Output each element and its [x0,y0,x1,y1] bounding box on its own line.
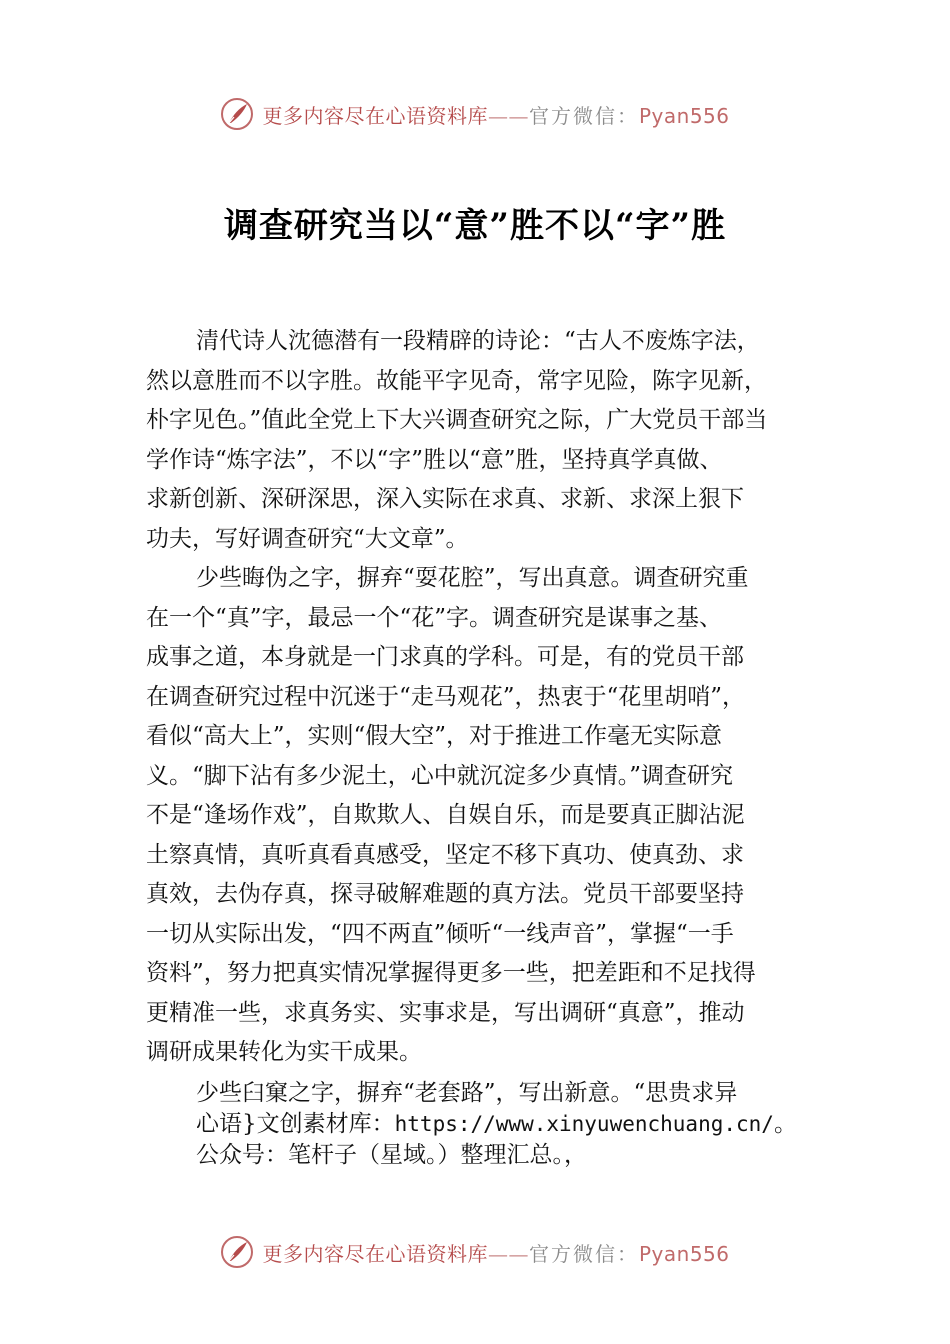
banner-part2: —— [487,103,529,128]
article-tail [196,1078,846,1171]
paragraph-1-line-2: 然以意胜而不以字胜。故能平字见奇，常字见险，陈字见新， [146,367,767,394]
article-title: 调查研究当以“意”胜不以“字”胜 [223,206,727,246]
tail-source-period: 。 [773,1111,797,1137]
banner-part1: 更多内容尽在心语资料库 [262,103,488,128]
paragraph-2-line-12: 更精准一些，求真务实、实事求是，写出调研“真意”，推动 [146,999,745,1026]
tail-line-3: 公众号：笔杆子（星域。）整理汇总。， [196,1142,587,1168]
footer-banner [0,1230,950,1274]
paragraph-2-line-2: 在一个“真”字，最忌一个“花”字。调查研究是谋事之基、 [146,604,723,631]
paragraph-2-line-7: 不是“逢场作戏”，自欺欺人、自娱自乐，而是要真正脚沾泥 [146,802,745,828]
paragraph-2-line-6: 义。“脚下沾有多少泥土，心中就沉淀多少真情。”调查研究 [146,762,734,789]
quill-pen-logo-icon [220,97,254,131]
header-banner-text [262,100,729,129]
footer-banner-part1: 更多内容尽在心语资料库 [262,1241,488,1266]
paragraph-2-line-13: 调研成果转化为实干成果。 [146,1039,422,1065]
paragraph-2-line-10: 一切从实际出发，“四不两直”倾听“一线声音”，掌握“一手 [146,920,734,947]
paragraph-2-line-9: 真效，去伪存真，探寻破解难题的真方法。党员干部要坚持 [146,881,744,907]
banner-part4: Pyan556 [638,103,730,128]
paragraph-2-line-3: 成事之道，本身就是一门求真的学科。可是，有的党员干部 [146,644,744,670]
article-body [146,322,811,1073]
paragraph-1-line-5: 求新创新、深研深思，深入实际在求真、求新、求深上狠下 [146,486,744,512]
paragraph-1-line-3: 朴字见色。”值此全党上下大兴调查研究之际，广大党员干部当 [146,407,768,433]
paragraph-2-line-1: 少些晦伪之字，摒弃“耍花腔”，写出真意。调查研究重 [196,565,749,591]
paragraph-2-line-11: 资料”，努力把真实情况掌握得更多一些，把差距和不足找得 [146,960,756,986]
paragraph-1-line-6: 功夫，写好调查研究“大文章”。 [146,525,469,552]
tail-source-label: 心语}文创素材库： [196,1111,395,1137]
tail-line-1: 少些臼窠之字，摒弃“老套路”，写出新意。“思贵求异 [196,1080,738,1106]
tail-line-2 [196,1109,846,1140]
paragraph-2-line-5: 看似“高大上”，实则“假大空”，对于推进工作毫无实际意 [146,723,723,749]
footer-banner-part4: Pyan556 [638,1241,730,1266]
paragraph-1-line-4: 学作诗“炼字法”，不以“字”胜以“意”胜，坚持真学真做、 [146,446,723,473]
paragraph-1-line-1: 清代诗人沈德潜有一段精辟的诗论：“古人不废炼字法， [196,328,760,354]
quill-pen-logo-icon [220,1235,254,1269]
footer-banner-part3: 官方微信： [528,1241,639,1266]
paragraph-2-line-8: 土察真情，真听真看真感受，坚定不移下真功、使真劲、求 [146,841,744,868]
banner-part3: 官方微信： [528,103,639,128]
paragraph-2-line-4: 在调查研究过程中沉迷于“走马观花”，热衷于“花里胡哨”， [146,683,746,710]
footer-banner-part2: —— [487,1241,529,1266]
tail-source-url[interactable]: https://www.xinyuwenchuang.cn/ [394,1112,774,1136]
header-banner [0,92,950,136]
footer-banner-text [262,1238,729,1267]
